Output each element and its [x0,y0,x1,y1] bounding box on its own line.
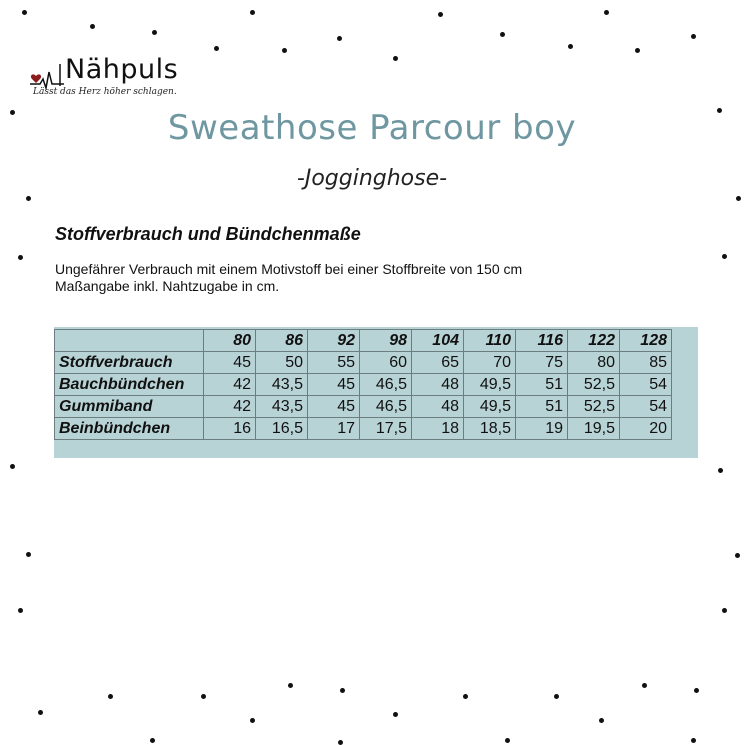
dot [393,56,398,61]
table-cell: 19,5 [568,418,620,440]
table-cell: 48 [412,396,464,418]
dot [338,740,343,745]
dot [22,10,27,15]
table-cell: 60 [360,352,412,374]
size-header: 80 [204,330,256,352]
dot [340,688,345,693]
dot [38,710,43,715]
size-header: 110 [464,330,516,352]
table-header-row [55,330,672,352]
dot [694,688,699,693]
table-cell: 17 [308,418,360,440]
dot [505,738,510,743]
dot [691,738,696,743]
section-heading: Stoffverbrauch und Bündchenmaße [55,224,361,244]
size-table [54,329,672,440]
row-label: Beinbündchen [55,418,204,440]
table-cell: 45 [308,374,360,396]
table-cell: 52,5 [568,396,620,418]
table-row [55,418,672,440]
dot [10,464,15,469]
dot [722,608,727,613]
size-header: 98 [360,330,412,352]
table-cell: 42 [204,396,256,418]
table-cell: 43,5 [256,374,308,396]
dot [282,48,287,53]
dot [152,30,157,35]
logo-tagline: Lässt das Herz höher schlagen. [33,87,177,97]
table-cell: 19 [516,418,568,440]
brand-logo [30,54,200,102]
table-cell: 85 [620,352,672,374]
dot [735,553,740,558]
page-title: Sweathose Parcour boy [167,108,577,148]
dot [250,10,255,15]
heartbeat-icon [30,62,66,90]
table-cell: 50 [256,352,308,374]
dot [691,34,696,39]
table-cell: 52,5 [568,374,620,396]
table-cell: 80 [568,352,620,374]
table-row [55,352,672,374]
dot [604,10,609,15]
size-header: 122 [568,330,620,352]
description-line-1: Ungefährer Verbrauch mit einem Motivstoff bei einer Stoffbreite von 150 cm [55,261,523,277]
table-cell: 17,5 [360,418,412,440]
dot [568,44,573,49]
size-header: 104 [412,330,464,352]
row-label: Bauchbündchen [55,374,204,396]
dot [214,46,219,51]
dot [599,718,604,723]
table-cell: 54 [620,374,672,396]
dot [718,468,723,473]
table-cell: 16 [204,418,256,440]
table-cell: 42 [204,374,256,396]
table-cell: 55 [308,352,360,374]
dot [463,694,468,699]
dot [288,683,293,688]
table-row [55,396,672,418]
dot [736,196,741,201]
size-header: 128 [620,330,672,352]
table-cell: 18 [412,418,464,440]
row-label: Gummiband [55,396,204,418]
dot [722,254,727,259]
dot [438,12,443,17]
dot [26,552,31,557]
table-cell: 43,5 [256,396,308,418]
table-cell: 46,5 [360,374,412,396]
table-cell: 51 [516,396,568,418]
dot [337,36,342,41]
page-subtitle: -Jogginghose- [296,166,448,191]
dot [201,694,206,699]
table-cell: 20 [620,418,672,440]
table-cell: 54 [620,396,672,418]
dot [150,738,155,743]
dot [18,255,23,260]
size-header: 86 [256,330,308,352]
dot [108,694,113,699]
table-cell: 49,5 [464,396,516,418]
table-cell: 75 [516,352,568,374]
dot [26,196,31,201]
table-cell: 51 [516,374,568,396]
table-cell: 45 [308,396,360,418]
table-cell: 18,5 [464,418,516,440]
table-cell: 70 [464,352,516,374]
size-header: 116 [516,330,568,352]
dot [635,48,640,53]
table-corner-cell [55,330,204,352]
dot [393,712,398,717]
dot [90,24,95,29]
row-label: Stoffverbrauch [55,352,204,374]
table-cell: 49,5 [464,374,516,396]
dot [642,683,647,688]
size-table-panel [54,327,698,458]
table-cell: 16,5 [256,418,308,440]
table-row [55,374,672,396]
section-description [55,261,522,295]
table-cell: 48 [412,374,464,396]
dot [250,718,255,723]
dot [500,32,505,37]
dot [554,694,559,699]
dot [18,608,23,613]
table-cell: 65 [412,352,464,374]
table-cell: 45 [204,352,256,374]
description-line-2: Maßangabe inkl. Nahtzugabe in cm. [55,278,280,294]
table-cell: 46,5 [360,396,412,418]
logo-name: Nähpuls [65,54,179,85]
size-header: 92 [308,330,360,352]
